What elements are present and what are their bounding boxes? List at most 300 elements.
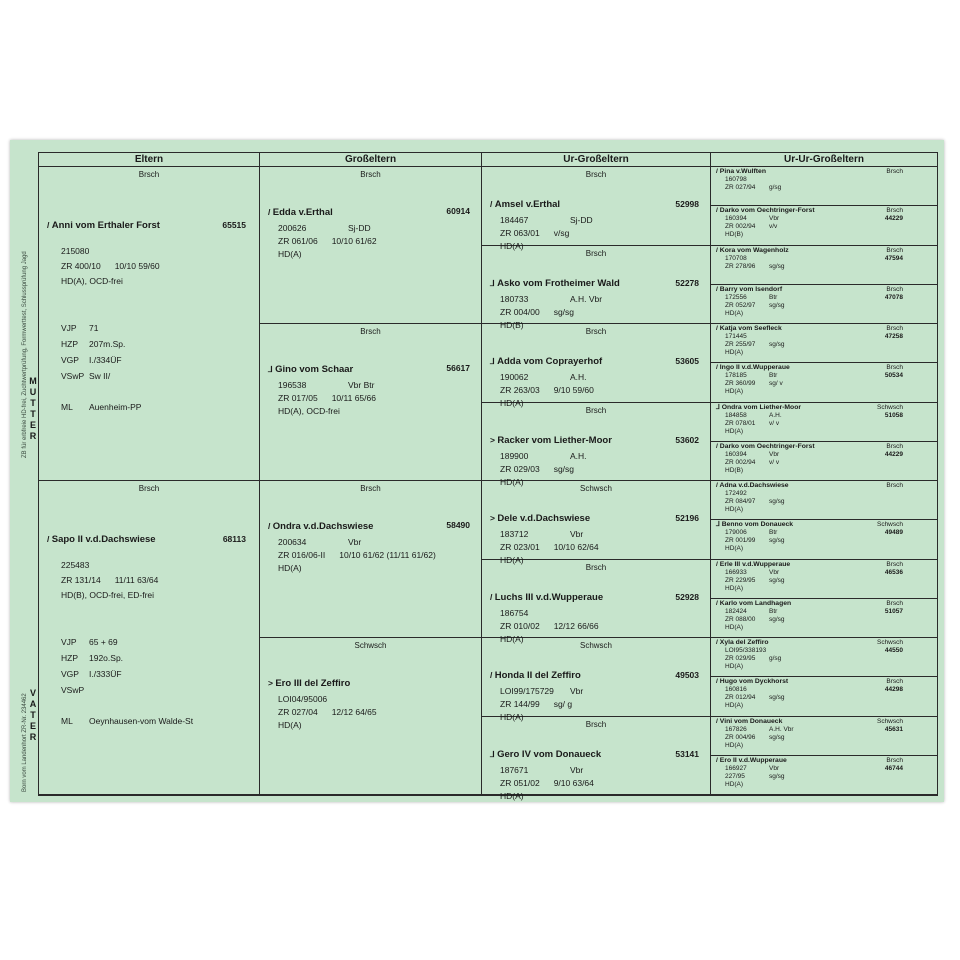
zr-number: ZR 255/97 [725, 341, 756, 348]
health-status: HD(A) [725, 780, 744, 788]
name-line [47, 219, 252, 232]
name-line [268, 677, 476, 690]
vertical-letter: R [29, 431, 37, 441]
line-marker: / [716, 560, 718, 568]
exam-line [61, 668, 122, 681]
line-marker: ⅃ [490, 277, 495, 288]
line-marker: / [268, 521, 271, 532]
registration: 170708 [725, 254, 747, 262]
ml-line [61, 715, 193, 728]
dog-name: Sapo II v.d.Dachswiese [51, 534, 156, 545]
exam-type: ML [61, 402, 73, 412]
name-line [490, 277, 705, 290]
name-line [490, 669, 705, 682]
ururgrosseltern-cell [711, 520, 937, 559]
registry-number: 60914 [446, 206, 470, 217]
registry-number: 49489 [884, 529, 903, 537]
zr-rating: v/v [769, 223, 778, 231]
urgrosseltern-cell [482, 324, 711, 409]
breed-label: Brsch [886, 285, 903, 293]
ability-marks: A.H. Vbr [570, 293, 603, 304]
ururgrosseltern-cell [711, 756, 937, 795]
vertical-letter: M [29, 376, 37, 386]
dog-name: Racker vom Liether-Moor [497, 434, 612, 446]
zr-number: ZR 063/01 [500, 228, 540, 239]
registry-number: 52278 [675, 277, 699, 288]
registry-number: 52998 [675, 199, 699, 210]
registry-number: 53602 [675, 434, 699, 445]
registry-number: 56617 [446, 363, 470, 374]
dog-name: Ero II v.d.Wupperaue [719, 756, 787, 764]
exam-result: I./334ÜF [89, 355, 122, 365]
registration-line [725, 372, 777, 380]
registration: 190062 [500, 372, 529, 383]
health-status: HD(A) [725, 702, 744, 710]
health-status: HD(B) [725, 466, 744, 474]
ability-marks: A.H. [570, 372, 587, 383]
registration-line [725, 294, 777, 302]
side-label-bottom: Born vom Landenhort ZR-Nr. 234462 [22, 693, 28, 792]
registry-number: 68113 [222, 534, 246, 544]
zr-line [725, 577, 785, 585]
zr-number: ZR 263/03 [500, 385, 540, 396]
registration: 180733 [500, 293, 529, 304]
name-line [490, 591, 705, 604]
breed-label: Brsch [886, 560, 903, 568]
registration-line [725, 333, 769, 341]
ability-marks: Vbr [570, 529, 584, 540]
name-line [716, 207, 815, 215]
line-marker: / [716, 364, 718, 372]
registration: LOI99/175729 [500, 686, 554, 697]
registry-number: 45631 [884, 725, 903, 733]
breed-label: Schwsch [876, 717, 903, 725]
exam-result: Auenheim-PP [89, 402, 142, 412]
ability-marks: Vbr [348, 537, 362, 548]
registry-number: 50534 [884, 372, 903, 380]
zr-number: ZR 229/95 [725, 576, 756, 584]
zr-rating: 10/10 61/62 (11/11 61/62) [339, 550, 436, 561]
line-marker: / [716, 246, 718, 254]
name-line [490, 198, 705, 211]
exam-line [61, 322, 98, 335]
dog-name: Hugo vom Dyckhorst [719, 678, 789, 686]
line-marker: ⅃ [716, 521, 720, 529]
zr-rating: 11/11 63/64 [114, 575, 159, 585]
ability-marks: Sj-DD [348, 223, 371, 234]
ability-marks: Vbr Btr [348, 380, 375, 391]
health-status: HD(A) [725, 388, 744, 396]
breed-label: Brsch [886, 207, 903, 215]
name-line [268, 520, 476, 533]
breed-label: Brsch [886, 442, 903, 450]
registry-number: 49503 [675, 670, 699, 681]
registration: 160394 [725, 450, 747, 458]
name-line [716, 639, 769, 647]
zr-number: ZR 017/05 [278, 393, 318, 404]
zr-line [725, 341, 785, 349]
zr-rating: sg/sg [553, 463, 575, 474]
zr-rating: 10/10 59/60 [114, 261, 160, 271]
registration-line [725, 451, 779, 459]
ability-marks: Vbr [570, 764, 584, 775]
registration: 200634 [278, 537, 307, 548]
urgrosseltern-cell [482, 167, 711, 252]
exam-type: VJP [61, 637, 77, 647]
registry-number: 52928 [675, 591, 699, 602]
name-line [716, 286, 782, 294]
dog-name: Ero III del Zeffiro [275, 678, 351, 690]
zr-rating: v/sg [553, 228, 570, 239]
dog-name: Asko vom Frotheimer Wald [497, 277, 620, 289]
dog-name: Benno vom Donaueck [721, 521, 794, 529]
zr-number: ZR 029/03 [500, 463, 540, 474]
breed-label: Brsch [886, 246, 903, 254]
dog-name: Ondra vom Liether-Moor [721, 403, 801, 411]
exam-result: Oeynhausen-vom Walde-St [89, 716, 194, 726]
zr-number: ZR 016/06-II [278, 550, 326, 561]
dog-name: Anni vom Erthaler Forst [51, 220, 160, 231]
zr-line [278, 549, 436, 562]
name-line [716, 718, 782, 726]
zr-rating: sg/sg [769, 537, 785, 545]
zr-rating: v/ v [769, 458, 780, 466]
zr-number: ZR 400/10 [61, 261, 101, 271]
registration-line [725, 647, 769, 655]
health-status: HD(A), OCD-frei [61, 276, 123, 286]
ability-marks: Btr [769, 529, 778, 537]
ability-marks: Vbr [570, 686, 584, 697]
registration: 196538 [278, 380, 307, 391]
zr-number: ZR 088/00 [725, 615, 756, 623]
zr-line [500, 227, 569, 240]
zr-rating: sg/sg [769, 694, 785, 702]
name-line [47, 533, 252, 546]
name-line [716, 168, 766, 176]
ability-marks: Btr [769, 607, 778, 615]
urgrosseltern-cell [482, 638, 711, 723]
line-marker: / [716, 168, 718, 175]
zr-number: ZR 012/94 [725, 694, 756, 702]
line-marker: / [490, 591, 493, 602]
dog-name: Vini vom Donaueck [719, 717, 783, 725]
zr-rating: sg/sg [769, 733, 785, 741]
health-status: HD(A) [500, 476, 524, 487]
exam-type: VGP [61, 355, 79, 365]
registry-number: 51058 [884, 411, 903, 419]
exam-line [61, 636, 118, 649]
ability-marks: Vbr [769, 764, 780, 772]
exam-line [61, 684, 89, 697]
ururgrosseltern-cell [711, 246, 937, 285]
exam-type: VGP [61, 669, 79, 679]
ability-marks: Btr [769, 293, 778, 301]
dog-name: Gino vom Schaar [275, 364, 354, 376]
vertical-letter: T [30, 409, 36, 419]
zr-rating: sg/sg [769, 262, 785, 270]
health-status: HD(A) [500, 241, 524, 252]
zr-number: ZR 084/97 [725, 498, 756, 505]
side-label-top: ZB für erbfreie HD-frei, Zuchtwertprüfung, Formwerttest, Schlussprüfung Jagd [22, 251, 28, 458]
registration: 183712 [500, 529, 529, 540]
vertical-letter: E [29, 721, 36, 731]
registration: LOI95/338193 [725, 647, 767, 654]
breed-label: Brsch [585, 405, 607, 415]
zr-rating: 10/10 61/62 [331, 236, 377, 247]
registration: 160816 [725, 686, 747, 694]
pedigree-sheet [10, 140, 944, 802]
registration: 184467 [500, 215, 529, 226]
health-status: HD(A) [500, 555, 524, 566]
dog-name: Erle III v.d.Wupperaue [719, 560, 791, 568]
zr-rating: 12/12 66/66 [553, 620, 599, 631]
health-status: HD(A) [725, 309, 744, 317]
breed-label: Brsch [886, 678, 903, 686]
name-line [490, 512, 705, 525]
registry-number: 44229 [884, 450, 903, 458]
zr-line [725, 694, 785, 702]
registration-line [278, 693, 476, 706]
zr-line [725, 498, 785, 506]
zr-rating: sg/sg [769, 615, 785, 623]
line-marker: ⅃ [490, 748, 495, 759]
health-status: HD(A) [278, 563, 302, 574]
zr-rating: sg/sg [769, 772, 785, 780]
registration: LOI04/95006 [278, 694, 328, 705]
ururgrosseltern-cell [711, 717, 937, 756]
registration-line [725, 215, 779, 223]
ururgrosseltern-cell [711, 403, 937, 442]
exam-result: 71 [89, 323, 99, 333]
zr-number: ZR 010/02 [500, 620, 540, 631]
dog-name: Luchs III v.d.Wupperaue [494, 591, 604, 603]
zr-rating: v/ v [769, 419, 780, 427]
zr-number: ZR 001/99 [725, 537, 756, 545]
zr-number: ZR 078/01 [725, 419, 756, 427]
vertical-letter: T [30, 398, 36, 408]
exam-result: I./333ÜF [89, 669, 122, 679]
registry-number: 58490 [446, 520, 470, 531]
health-status: HD(A) [278, 720, 302, 731]
registration-line [725, 569, 779, 577]
zr-rating: sg/sg [769, 301, 785, 309]
grosseltern-cell [260, 324, 482, 481]
vertical-letter: R [29, 732, 37, 742]
ururgrosseltern-cell [711, 167, 937, 206]
health-status: HD(A) [500, 712, 524, 723]
exam-line [61, 338, 125, 351]
breed-label: Brsch [585, 248, 607, 258]
registration: 187671 [500, 764, 529, 775]
registration: 189900 [500, 450, 529, 461]
registration: 179006 [725, 529, 747, 537]
health-status: HD(A) [278, 249, 302, 260]
dog-name: Barry vom Isendorf [719, 285, 783, 293]
urgrosseltern-cell [482, 403, 711, 487]
name-line [716, 482, 789, 490]
registry-number: 44229 [884, 215, 903, 223]
health-status: HD(A), OCD-frei [278, 406, 340, 417]
breed-label: Brsch [585, 719, 607, 729]
zr-rating: sg/sg [553, 306, 575, 317]
zr-number: ZR 051/02 [500, 777, 540, 788]
zr-line [725, 263, 785, 271]
registration: 160394 [725, 215, 747, 223]
registry-number: 47078 [884, 293, 903, 301]
zr-line [725, 616, 785, 624]
exam-result: 207m.Sp. [89, 339, 126, 349]
registration: 186754 [500, 607, 529, 618]
exam-result: Sw II/ [89, 371, 111, 381]
zr-number: ZR 360/99 [725, 380, 756, 388]
breed-label: Brsch [138, 484, 160, 493]
name-line [716, 600, 791, 608]
line-marker: / [47, 220, 50, 230]
zr-number: ZR 061/06 [278, 236, 318, 247]
ability-marks: Vbr [769, 215, 780, 223]
zr-line [725, 537, 785, 545]
zr-number: ZR 002/94 [725, 458, 756, 466]
zr-line [278, 235, 377, 248]
line-marker: / [490, 199, 493, 210]
zr-rating: 12/12 64/65 [331, 707, 377, 718]
line-marker: ⅃ [490, 356, 495, 367]
registry-number: 46744 [884, 764, 903, 772]
zr-line [278, 392, 376, 405]
registration: 184858 [725, 411, 747, 419]
zr-line [500, 698, 572, 711]
breed-label: Brsch [886, 168, 903, 175]
zr-line [278, 706, 377, 719]
health-status: HD(A) [500, 790, 524, 801]
line-marker: / [716, 717, 718, 725]
grosseltern-cell [260, 481, 482, 638]
zr-line [500, 541, 599, 554]
line-marker: ⅃ [268, 364, 273, 375]
urgrosseltern-cell [482, 481, 711, 566]
dog-name: Honda II del Zeffiro [494, 670, 581, 682]
registry-number: 53141 [675, 748, 699, 759]
registration: 166927 [725, 764, 747, 772]
zr-rating: sg/sg [769, 576, 785, 584]
breed-label: Schwsch [354, 641, 387, 650]
ururgrosseltern-cell [711, 285, 937, 324]
ability-marks: Sj-DD [570, 215, 593, 226]
zr-rating: 10/11 65/66 [331, 393, 376, 404]
ml-line [61, 401, 141, 414]
health-status: HD(A) [725, 623, 744, 631]
health-status: HD(A) [725, 349, 744, 356]
breed-label: Brsch [585, 562, 607, 572]
breed-label: Brsch [585, 170, 607, 179]
registration-line [725, 176, 769, 184]
vater-label [28, 688, 38, 743]
breed-label: Brsch [360, 484, 381, 493]
breed-label: Brsch [886, 599, 903, 607]
ability-marks: Vbr [769, 568, 780, 576]
line-marker: / [716, 639, 718, 646]
ururgrosseltern-cell [711, 677, 937, 716]
name-line [490, 355, 705, 368]
breed-label: Brsch [138, 170, 160, 179]
exam-type: HZP [61, 653, 78, 663]
exam-type: HZP [61, 339, 78, 349]
zr-line [725, 302, 785, 310]
breed-label: Schwsch [579, 641, 612, 650]
ururgrosseltern-cell [711, 324, 937, 363]
registration-line [725, 255, 769, 263]
vertical-letter: T [30, 710, 36, 720]
registry-number: 51057 [884, 607, 903, 615]
urgrosseltern-cell [482, 560, 711, 644]
zr-line [500, 384, 594, 397]
line-marker: / [716, 678, 718, 686]
name-line [716, 561, 790, 569]
registration: 171445 [725, 333, 747, 340]
registration: 160798 [725, 176, 747, 183]
name-line [716, 757, 787, 765]
health-status: HD(A) [725, 427, 744, 435]
name-line [716, 364, 790, 372]
line-marker: / [47, 534, 50, 544]
zr-rating: sg/ g [553, 699, 573, 710]
zr-number: ZR 027/94 [725, 184, 756, 191]
dog-name: Amsel v.Erthal [494, 199, 561, 211]
registration: 215080 [61, 246, 90, 256]
grosseltern-cell [260, 638, 482, 795]
dog-name: Katja vom Seefleck [719, 325, 782, 332]
zr-line [725, 380, 783, 388]
zr-rating: 10/10 62/64 [553, 542, 599, 553]
vertical-letter: U [29, 387, 37, 397]
breed-label: Brsch [886, 482, 903, 489]
registration: 172492 [725, 490, 747, 497]
registration-line [725, 608, 777, 616]
dog-name: Ingo II v.d.Wupperaue [719, 364, 790, 372]
zr-line [500, 463, 574, 476]
zr-rating: 9/10 59/60 [553, 385, 594, 396]
dog-name: Karlo vom Landhagen [719, 599, 792, 607]
zr-number: 227/95 [725, 772, 745, 780]
health-status: HD(A) [725, 584, 744, 592]
name-line [716, 247, 789, 255]
ururgrosseltern-cell [711, 363, 937, 402]
dog-name: Darko vom Oechtringer-Forst [719, 442, 815, 450]
breed-label: Schwsch [579, 484, 612, 493]
registration-line [725, 765, 779, 773]
registration-line [725, 686, 769, 694]
zr-rating: sg/ v [769, 380, 783, 388]
breed-label: Schwsch [876, 639, 903, 646]
exam-line [61, 354, 122, 367]
health-status: HD(B), OCD-frei, ED-frei [61, 590, 155, 600]
vertical-letter: V [29, 688, 36, 698]
breed-label: Brsch [360, 327, 381, 336]
exam-result: 65 + 69 [89, 637, 118, 647]
exam-line [61, 370, 110, 383]
vertical-letter: A [29, 699, 37, 709]
health-status: HD(A) [500, 398, 524, 409]
ability-marks: Vbr [769, 450, 780, 458]
breed-label: Brsch [585, 327, 607, 336]
zr-line [500, 777, 594, 790]
zr-line [500, 620, 599, 633]
ururgrosseltern-cell [711, 560, 937, 599]
health-status: HD(A) [500, 633, 524, 644]
registry-number: 47594 [884, 254, 903, 262]
zr-line [725, 420, 779, 428]
header-eltern: Eltern [39, 153, 260, 167]
